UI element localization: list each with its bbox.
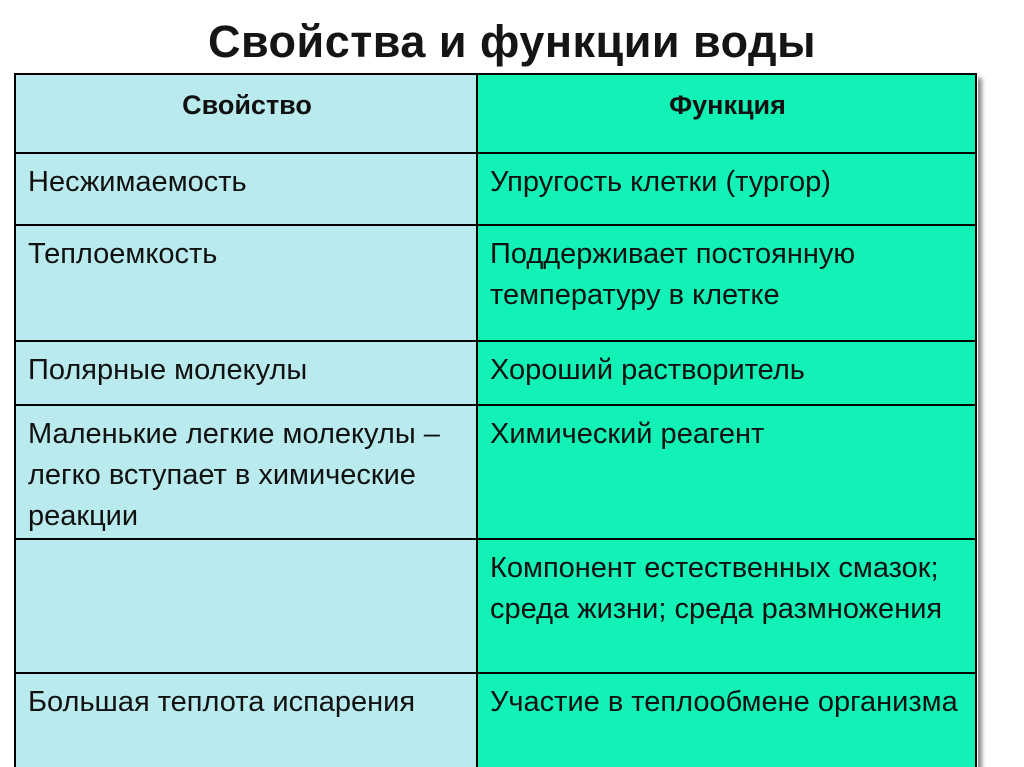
property-text: Большая теплота испарения bbox=[28, 686, 416, 718]
table-row bbox=[15, 673, 976, 767]
function-cell bbox=[477, 225, 976, 341]
header-function: Функция bbox=[477, 74, 976, 153]
function-cell bbox=[477, 341, 976, 405]
property-text: Несжимаемость bbox=[28, 166, 247, 198]
property-cell bbox=[15, 225, 477, 341]
function-cell bbox=[477, 673, 976, 767]
function-cell bbox=[477, 539, 976, 673]
property-text: Теплоемкость bbox=[28, 238, 218, 270]
property-cell bbox=[15, 673, 477, 767]
table-header-row bbox=[15, 74, 976, 153]
properties-table bbox=[14, 73, 977, 767]
property-cell bbox=[15, 341, 477, 405]
slide-title: Свойства и функции воды bbox=[207, 16, 816, 67]
function-cell bbox=[477, 405, 976, 539]
table-row bbox=[15, 153, 976, 225]
function-text: Поддерживает постоянную температуру в клетке bbox=[490, 238, 856, 311]
function-text: Хороший растворитель bbox=[490, 354, 805, 386]
property-cell bbox=[15, 153, 477, 225]
function-text: Химический реагент bbox=[490, 418, 765, 450]
table-row bbox=[15, 225, 976, 341]
property-cell bbox=[15, 405, 477, 539]
property-text: Полярные молекулы bbox=[28, 354, 308, 386]
property-text: Маленькие легкие молекулы – легко вступает в химические реакции bbox=[28, 418, 440, 532]
header-property: Свойство bbox=[15, 74, 477, 153]
function-cell bbox=[477, 153, 976, 225]
function-text: Компонент естественных смазок; среда жизни; среда размножения bbox=[490, 552, 943, 625]
function-text: Участие в теплообмене организма bbox=[490, 686, 958, 718]
property-cell bbox=[15, 539, 477, 673]
table-row bbox=[15, 539, 976, 673]
property-text bbox=[28, 540, 466, 548]
function-text: Упругость клетки (тургор) bbox=[490, 166, 831, 198]
table-row bbox=[15, 405, 976, 539]
table-row bbox=[15, 341, 976, 405]
